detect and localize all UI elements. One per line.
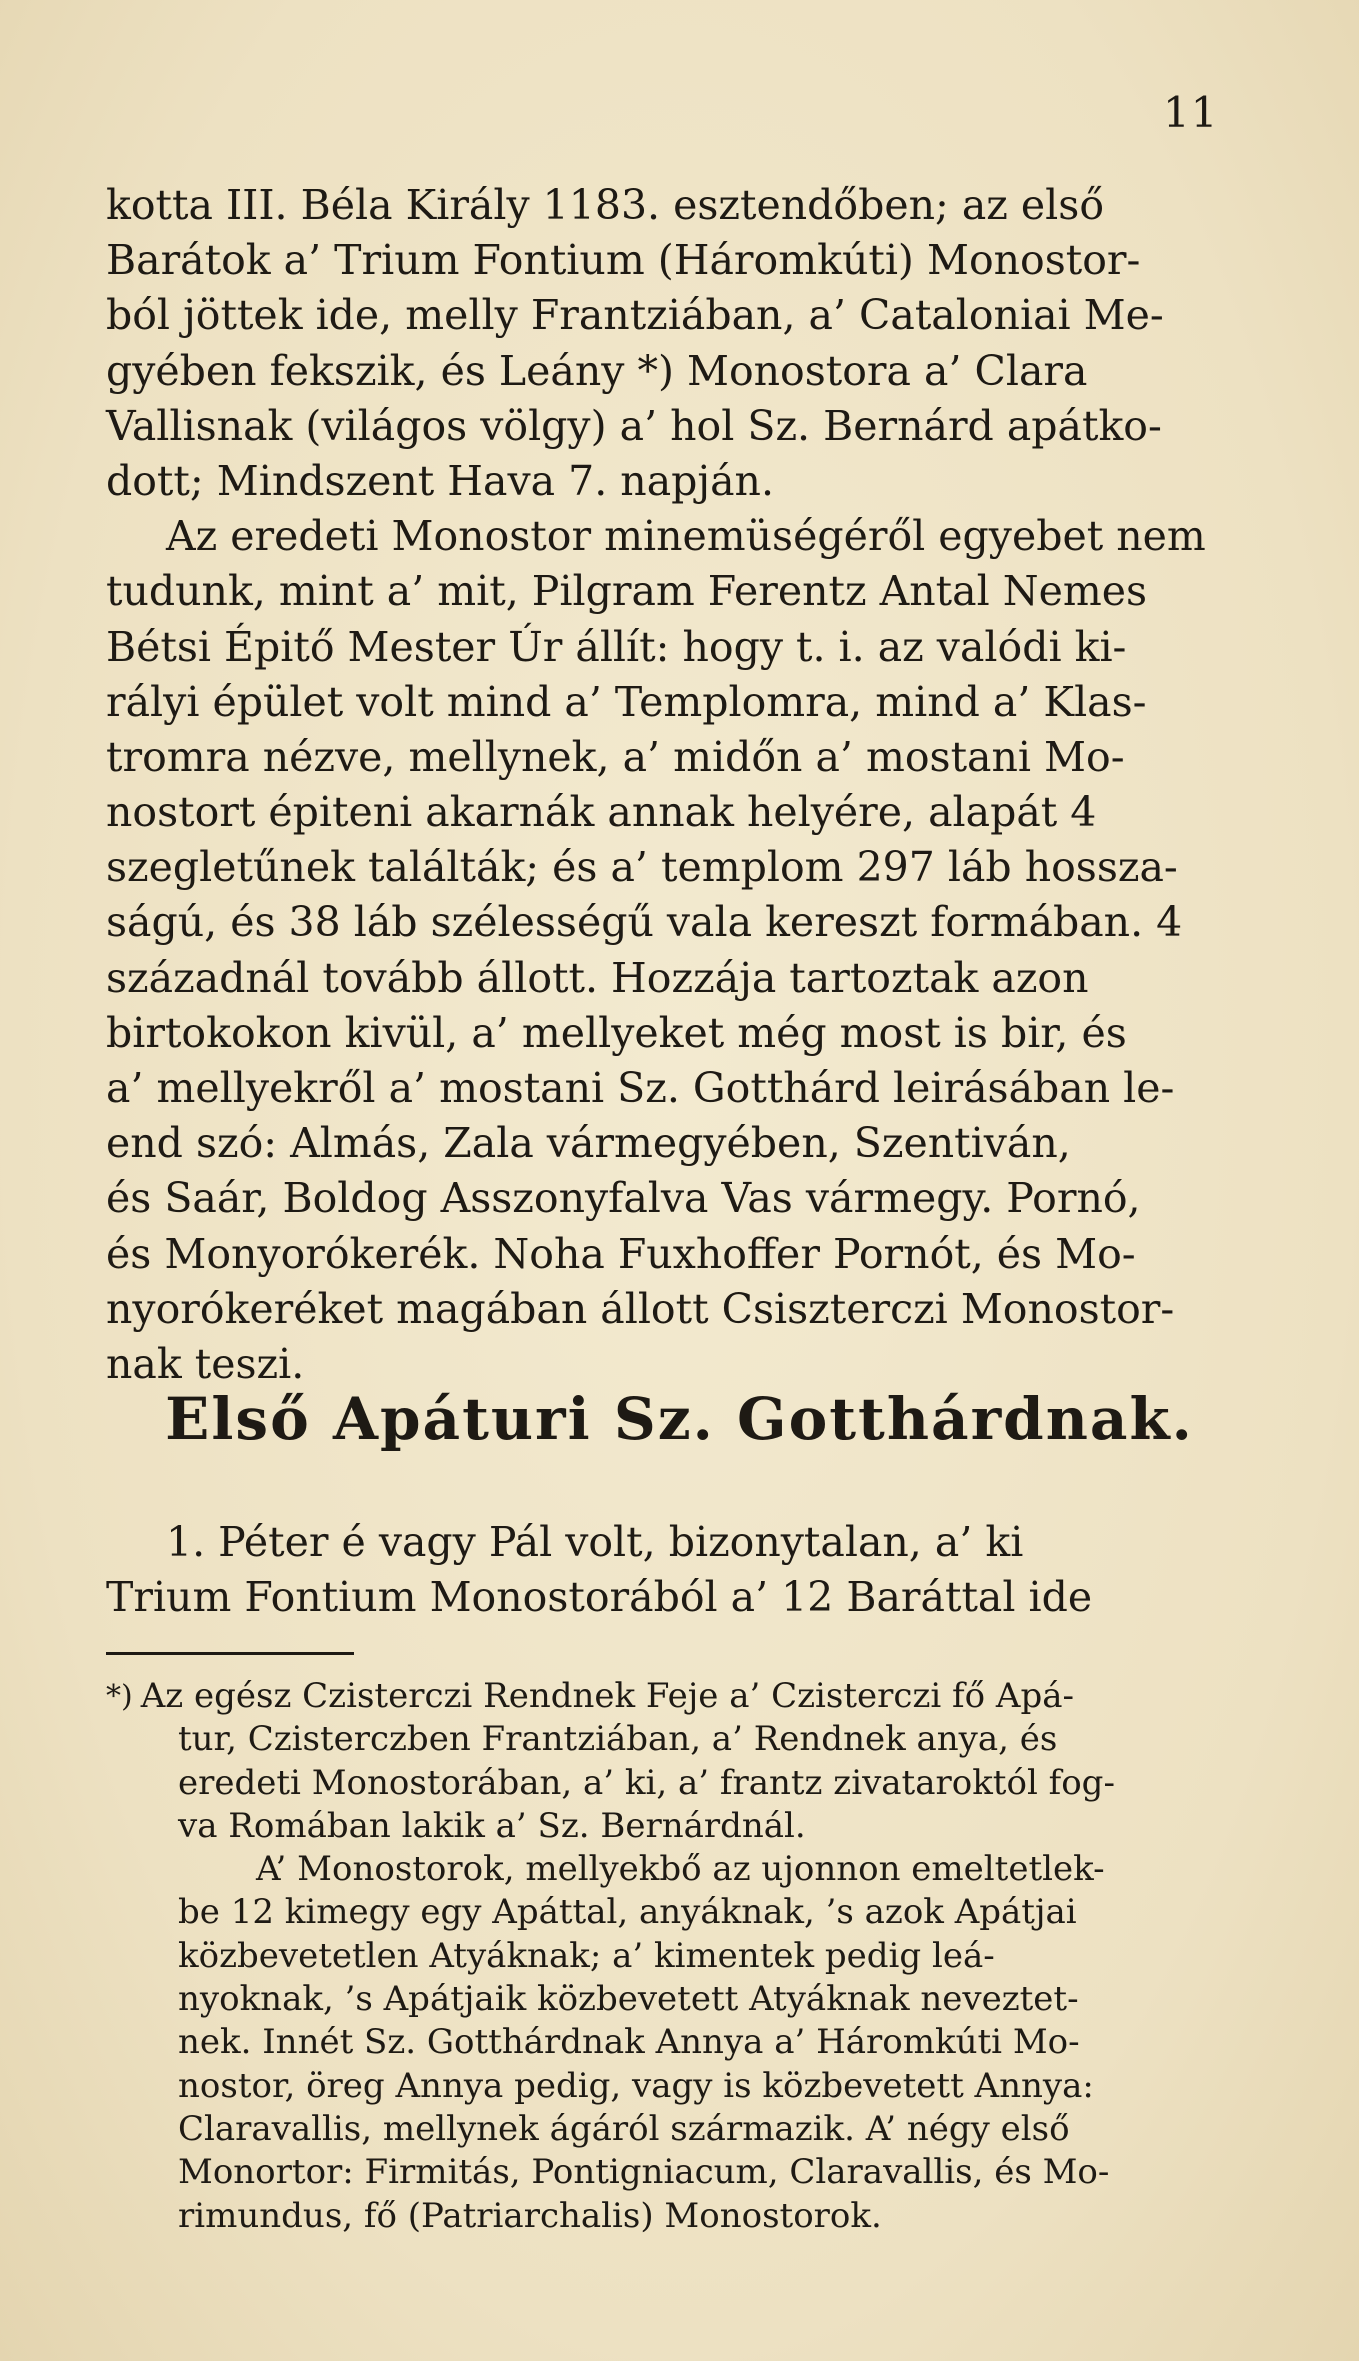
text-line: Az eredeti Monostor minemüségéről egyebet nem bbox=[166, 512, 1206, 561]
text-line: birtokokon kivül, a’ mellyeket még most is bir, és bbox=[106, 1008, 1127, 1057]
text-line: ból jöttek ide, melly Frantziában, a’ Cataloniai Me- bbox=[106, 291, 1164, 340]
section-text bbox=[106, 1512, 1256, 1622]
text-line: va Romában lakik a’ Sz. Bernárdnál. bbox=[178, 1805, 806, 1846]
text-line: rályi épület volt mind a’ Templomra, mind a’ Klas- bbox=[106, 677, 1147, 726]
text-line: közbevetetlen Atyáknak; a’ kimentek pedig leá- bbox=[178, 1935, 995, 1976]
text-line: 1. Péter é vagy Pál volt, bizonytalan, a’ ki bbox=[166, 1518, 1024, 1566]
text-line: end szó: Almás, Zala vármegyében, Szentiván, bbox=[106, 1119, 1071, 1168]
text-line: századnál tovább állott. Hozzája tartoztak azon bbox=[106, 953, 1089, 1002]
text-line: kotta III. Béla Király 1183. esztendőben; az első bbox=[106, 181, 1105, 229]
text-line: nyorókeréket magában állott Csiszterczi Monostor- bbox=[106, 1284, 1175, 1333]
text-line: Barátok a’ Trium Fontium (Háromkúti) Monostor- bbox=[106, 236, 1141, 285]
footnote-rule bbox=[106, 1652, 354, 1655]
text-line: tudunk, mint a’ mit, Pilgram Ferentz Antal Nemes bbox=[106, 567, 1148, 616]
text-line: szegletűnek találták; és a’ templom 297 láb hossza- bbox=[106, 843, 1178, 892]
footnote bbox=[106, 1675, 1256, 2238]
text-line: dott; Mindszent Hava 7. napján. bbox=[106, 456, 774, 505]
page-number: 11 bbox=[1163, 88, 1219, 137]
text-line: nostort épiteni akarnák annak helyére, alapát 4 bbox=[106, 788, 1097, 837]
text-line: nyoknak, ’s Apátjaik közbevetett Atyáknak neveztet- bbox=[178, 1979, 1079, 2020]
text-line: és Monyorókerék. Noha Fuxhoffer Pornót, és Mo- bbox=[106, 1229, 1136, 1278]
text-line: A’ Monostorok, mellyekbő az ujonnon emeltetlek- bbox=[256, 1849, 1105, 1890]
paragraph-1 bbox=[106, 178, 1256, 509]
text-line: nostor, öreg Annya pedig, vagy is közbevetett Annya: bbox=[178, 2065, 1094, 2106]
text-line: és Saár, Boldog Asszonyfalva Vas vármegy. Pornó, bbox=[106, 1174, 1141, 1223]
footnote-first-line bbox=[106, 1675, 1256, 1718]
text-line: nek. Innét Sz. Gotthárdnak Annya a’ Háromkúti Mo- bbox=[178, 2022, 1080, 2063]
text-line: nak teszi. bbox=[106, 1339, 305, 1388]
text-line: tur, Czisterczben Frantziában, a’ Rendnek anya, és bbox=[178, 1719, 1058, 1760]
text-line: Bétsi Épitő Mester Úr állít: hogy t. i. az valódi ki- bbox=[106, 622, 1127, 671]
footnote-mark: *) bbox=[106, 1679, 133, 1714]
text-line: be 12 kimegy egy Apáttal, anyáknak, ’s azok Apátjai bbox=[178, 1892, 1077, 1933]
paragraph-2 bbox=[106, 509, 1256, 1392]
text-line: eredeti Monostorában, a’ ki, a’ frantz zivataroktól fog- bbox=[178, 1762, 1115, 1803]
text-line: Trium Fontium Monostorából a’ 12 Baráttal ide bbox=[106, 1573, 1093, 1622]
text-line: Vallisnak (világos völgy) a’ hol Sz. Bernárd apátko- bbox=[106, 401, 1162, 450]
text-line: Monortor: Firmitás, Pontigniacum, Claravallis, és Mo- bbox=[178, 2152, 1110, 2193]
text-line: gyében fekszik, és Leány *) Monostora a’ Clara bbox=[106, 346, 1088, 395]
text-line: tromra nézve, mellynek, a’ midőn a’ mostani Mo- bbox=[106, 732, 1125, 781]
text-line: ságú, és 38 láb szélességű vala kereszt formában. 4 bbox=[106, 898, 1183, 947]
section-heading: Első Apáturi Sz. Gotthárdnak. bbox=[165, 1385, 1194, 1453]
text-line: a’ mellyekről a’ mostani Sz. Gotthárd leirásában le- bbox=[106, 1064, 1175, 1112]
text-line: Az egész Czisterczi Rendnek Feje a’ Czisterczi fő Apá- bbox=[140, 1676, 1074, 1716]
main-text bbox=[106, 178, 1256, 1392]
text-line: rimundus, fő (Patriarchalis) Monostorok. bbox=[178, 2195, 882, 2236]
text-line: Claravallis, mellynek ágáról származik. A’ négy első bbox=[178, 2108, 1070, 2149]
